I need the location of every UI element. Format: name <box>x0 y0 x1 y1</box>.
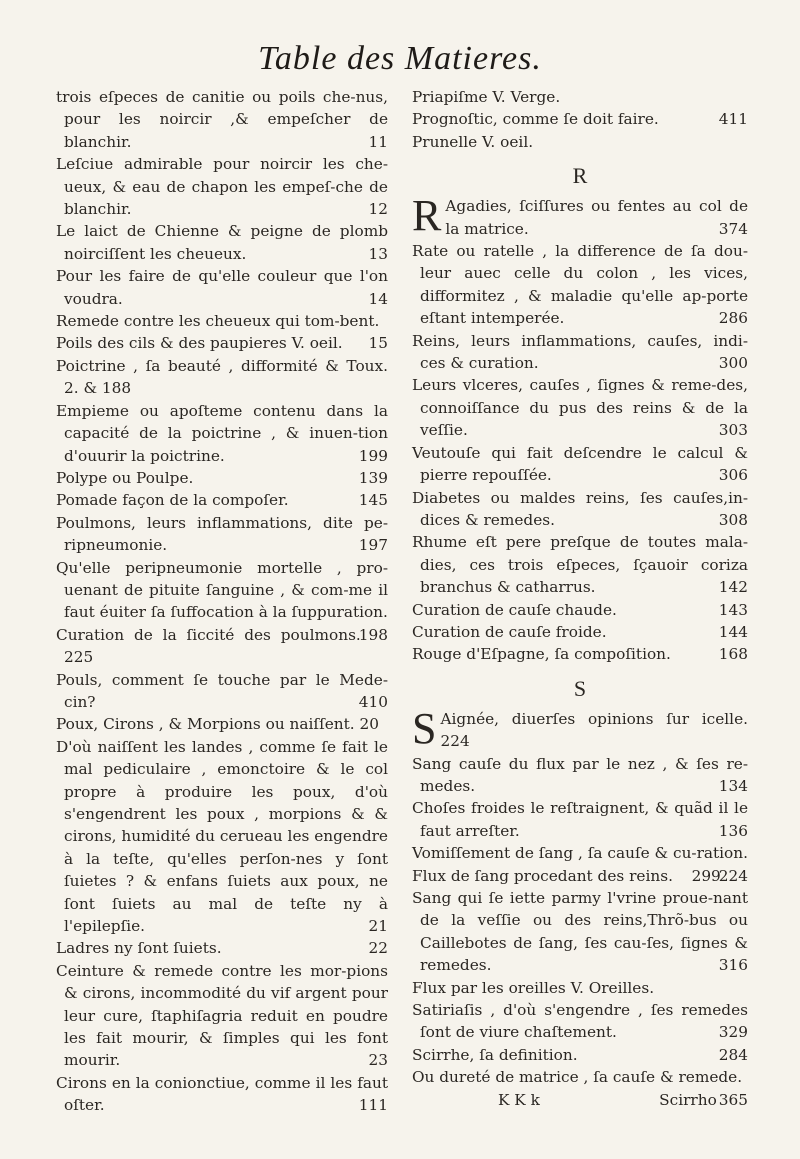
index-entry <box>412 330 748 375</box>
index-entry <box>56 669 388 714</box>
entry-page: 111 <box>358 1096 388 1115</box>
index-entry <box>412 374 748 441</box>
index-entry <box>56 153 388 220</box>
entry-text: Rate ou ratelle , la difference de ſa dou-leur auec celle du colon , les vices, difformitez , & maladie qu'elle ap-porte eſtant intemperée. <box>412 242 748 328</box>
entry-text: Poils des cils & des paupieres V. oeil. <box>56 334 343 353</box>
entry-text: Veutouſe qui fait deſcendre le calcul & pierre repouſſée. <box>412 443 748 485</box>
catchword: Scirrho <box>659 1090 717 1109</box>
entry-page: 136 <box>718 821 748 840</box>
entry-text: Flux par les oreilles V. Oreilles. <box>412 978 655 997</box>
index-entry <box>56 960 388 1072</box>
entry-text: Polype ou Poulpe. <box>56 468 194 487</box>
entry-text: Flux de ſang procedant des reins. <box>412 866 673 885</box>
entry-text: Le laict de Chienne & peigne de plomb noirciſſent les cheueux. <box>56 222 388 263</box>
entry-page: 198 <box>358 625 388 644</box>
entry-text: Pour les faire de qu'elle couleur que l'on voudra. <box>56 267 388 308</box>
entry-text: Pouls, comment ſe touche par le Mede-cin? <box>56 670 388 711</box>
entry-text: Poux, Cirons , & Morpions ou naiſſent. 20 <box>56 715 379 734</box>
entry-text: Rhume eſt pere preſque de toutes mala-dies, ces trois eſpeces, ſçauoir coriza branchus & catharrus. <box>412 533 748 597</box>
index-entry <box>412 86 748 108</box>
index-entry <box>412 887 748 977</box>
index-entry <box>412 240 748 330</box>
entry-text: Priapiſme V. Verge. <box>412 88 561 106</box>
entry-text: Pomade façon de la compoſer. <box>56 491 289 510</box>
entry-page: 144 <box>718 622 748 641</box>
entry-page: 316 <box>718 956 748 975</box>
entry-text: Aignée, diuerſes opinions ſur icelle. 224 <box>440 709 748 751</box>
entry-text: Prunelle V. oeil. <box>412 132 534 151</box>
entry-text: trois eſpeces de canitie ou poils che-nus, pour les noircir ,& empeſcher de blanchir. <box>56 88 388 151</box>
entry-text: Poulmons, leurs inflammations, dite pe-ripneumonie. <box>56 513 388 555</box>
left-column <box>56 86 388 1117</box>
index-entry <box>56 512 388 557</box>
entry-text: Scirrhe, ſa definition. <box>412 1045 578 1064</box>
index-entry <box>412 753 748 798</box>
index-entry <box>412 977 748 999</box>
entry-text: Vomiſſement de ſang , ſa cauſe & cu-ration. <box>412 844 748 863</box>
index-entry <box>56 937 388 959</box>
index-entry <box>412 108 748 130</box>
entry-text: Curation de cauſe froide. <box>412 622 607 641</box>
index-entry <box>56 1072 388 1117</box>
entry-page: 303 <box>718 421 748 440</box>
entry-page: 139 <box>358 468 388 487</box>
index-entry <box>412 999 748 1044</box>
index-entry <box>56 265 388 310</box>
index-entry <box>412 599 748 621</box>
index-entry <box>56 332 388 354</box>
page-header: Table des Matieres. <box>258 40 542 77</box>
index-entry <box>412 131 748 153</box>
index-entry <box>412 487 748 532</box>
index-entry <box>56 220 388 265</box>
entry-page: 15 <box>368 334 388 353</box>
section-letter-r: R <box>572 163 588 189</box>
entry-page: 197 <box>358 536 388 555</box>
entry-text: Qu'elle peripneumonie mortelle , pro-uenant de pituite ſanguine , & com-me il faut éuiter ſa ſuffocation à la ſuppuration. <box>56 558 388 622</box>
entry-text: Prognoſtic, comme ſe doit faire. <box>412 110 659 129</box>
index-entry <box>412 1044 748 1066</box>
index-entry <box>56 557 388 644</box>
entry-text: Choſes froides le reſtraignent, & quãd il le faut arreſter. <box>412 799 748 840</box>
entry-text: Reins, leurs inflammations, cauſes, indi-ces & curation. <box>412 331 748 373</box>
index-entry <box>412 442 748 487</box>
entry-text: Sang qui ſe iette parmy l'vrine proue-nant de la veſſie ou des reins,Thrõ-bus ou Caillebotes de ſang, ſes cau-ſes, ſignes & remedes. <box>412 889 748 975</box>
entry-page: 410 <box>358 692 388 711</box>
entry-page: 14 <box>368 289 388 308</box>
entry-page: 365 <box>718 1090 748 1109</box>
index-entry <box>412 621 748 643</box>
entry-page: 286 <box>718 309 748 328</box>
section-s-first-entry <box>412 703 748 753</box>
entry-text: Cirons en la conionctiue, comme il les faut oſter. <box>56 1073 388 1115</box>
entry-text: Poictrine , ſa beauté , difformité & Toux. 2. & 188 <box>56 356 388 398</box>
entry-page: 21 <box>368 917 388 936</box>
entry-page: 329 <box>718 1023 748 1042</box>
index-entry <box>56 624 388 669</box>
entry-page: 145 <box>358 491 388 510</box>
entry-page: 134 <box>718 776 748 795</box>
section-r-first-entry <box>412 191 748 241</box>
entry-text: Leurs vlceres, cauſes , ſignes & reme-des, connoiſſance du pus des reins & de la veſſie. <box>412 376 748 440</box>
entry-text: Rouge d'Eſpagne, ſa compoſition. <box>412 645 671 664</box>
entry-page: 143 <box>718 600 748 619</box>
entry-text: Curation de la ſiccité des poulmons. 225 <box>56 625 361 667</box>
index-entry <box>412 865 748 887</box>
index-entry <box>412 797 748 842</box>
signature-mark: K K k <box>498 1090 540 1109</box>
entry-text: Agadies, ſciſſures ou fentes au col de la matrice. <box>445 197 748 238</box>
index-entry <box>412 531 748 598</box>
entry-text: Remede contre les cheueux qui tom-bent. <box>56 312 380 331</box>
entry-page: 306 <box>718 466 748 485</box>
entry-text: Ladres ny ſont ſuiets. <box>56 939 222 958</box>
entry-page: 142 <box>718 578 748 597</box>
entry-page: 308 <box>718 510 748 529</box>
section-r-entries <box>412 240 748 666</box>
index-entry <box>56 86 388 153</box>
entry-page: 12 <box>368 200 388 219</box>
entry-text: Diabetes ou maldes reins, ſes cauſes,in-dices & remedes. <box>412 488 748 529</box>
dropcap-s: S <box>412 703 437 753</box>
entry-text: Leſciue admirable pour noircir les che-ueux, & eau de chapon les empeſ-che de blanchir. <box>56 155 388 219</box>
entry-page: 284 <box>718 1045 748 1064</box>
entry-page: 13 <box>368 244 388 263</box>
entry-text: Curation de cauſe chaude. <box>412 600 617 619</box>
dropcap-r: R <box>412 191 442 241</box>
page-footer <box>412 1091 721 1109</box>
index-entry <box>56 467 388 489</box>
entry-text: Sang cauſe du flux par le nez , & ſes re-medes. <box>412 754 748 795</box>
entry-text: Empieme ou apoſteme contenu dans la capacité de la poictrine , & inuen-tion d'ouurir la poictrine. <box>56 401 388 465</box>
entry-text: D'où naiſſent les landes , comme ſe fait le mal pediculaire , emonctoire & le col propre à produire les poux, d'où s'engendrent les poux , morpions & & cirons, humidité du cerueau les engendre à la teſte, qu'elles perſon-nes y ſont ſuietes ? & enfans ſuiets aux poux, ne ſont ſuiets au mal de teſte ny à l'epilepſie. <box>56 737 388 936</box>
entry-page: 11 <box>368 132 388 151</box>
entry-page: 299 <box>691 866 721 885</box>
entry-page: 411 <box>718 110 748 129</box>
entry-text: Satiriaſis , d'où s'engendre , ſes remedes ſont de viure chaſtement. <box>412 1001 748 1042</box>
entry-page: 300 <box>718 354 748 373</box>
index-entry <box>56 489 388 511</box>
index-entry <box>56 736 388 938</box>
index-entry <box>56 713 388 735</box>
right-column <box>412 86 748 1111</box>
index-entry <box>56 400 388 467</box>
entry-page: 199 <box>358 446 388 465</box>
entry-text: Ceinture & remede contre les mor-pions & cirons, incommodité du vif argent pour leur cure, ſtaphiſagria reduit en poudre les fait mourir, & ſimples qui les font mourir. <box>56 961 388 1070</box>
entry-page: 23 <box>368 1051 388 1070</box>
entry-text: Ou dureté de matrice , ſa cauſe & remede. <box>412 1068 743 1087</box>
index-entry <box>412 643 748 665</box>
section-letter-s: S <box>573 675 587 701</box>
index-entry <box>56 355 388 400</box>
entry-page: 374 <box>718 219 748 238</box>
right-top-entries <box>412 86 748 153</box>
entry-page: 22 <box>368 939 388 958</box>
entry-page: 224 <box>718 866 748 885</box>
entry-page: 168 <box>718 645 748 664</box>
